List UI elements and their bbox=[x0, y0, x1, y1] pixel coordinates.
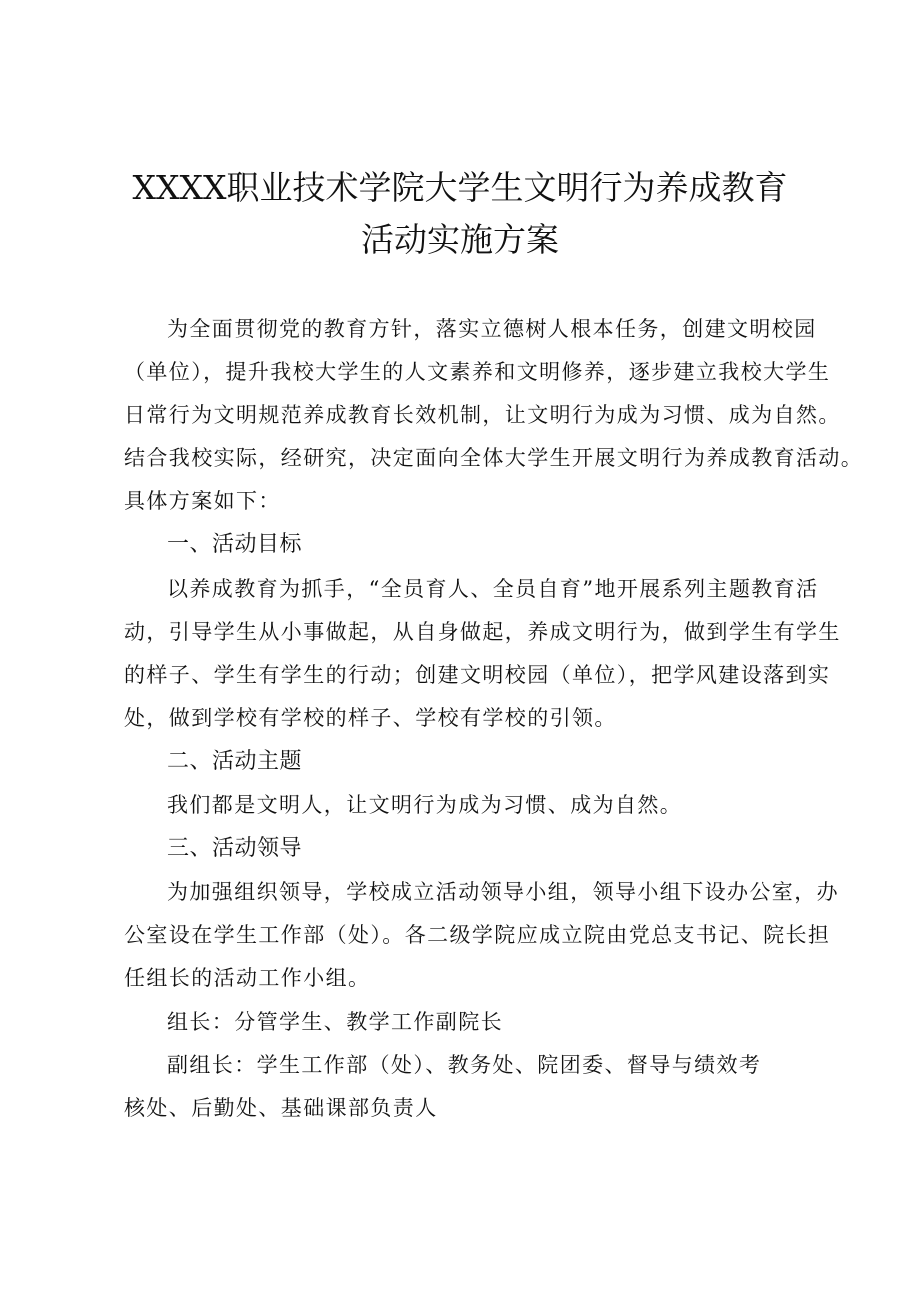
section-3-line-3: 任组长的活动工作小组。 bbox=[124, 966, 371, 990]
section-3-deputy-line-1: 副组长：学生工作部（处）、教务处、院团委、督导与绩效考 bbox=[167, 1053, 762, 1077]
section-1-line-2: 动，引导学生从小事做起，从自身做起，养成文明行为，做到学生有学生 bbox=[124, 620, 841, 644]
section-2-heading: 二、活动主题 bbox=[167, 749, 303, 774]
intro-paragraph-line-2: （单位），提升我校大学生的人文素养和文明修养，逐步建立我校大学生 bbox=[124, 360, 831, 384]
section-1-line-3: 的样子、学生有学生的行动；创建文明校园（单位），把学风建设落到实 bbox=[124, 663, 831, 687]
document-title-line-1: XXXX职业技术学院大学生文明行为养成教育 bbox=[132, 168, 788, 207]
section-2-line-1: 我们都是文明人，让文明行为成为习惯、成为自然。 bbox=[167, 793, 683, 817]
section-3-line-1: 为加强组织领导，学校成立活动领导小组，领导小组下设办公室，办 bbox=[167, 880, 839, 904]
document-title-line-2: 活动实施方案 bbox=[361, 220, 559, 259]
section-3-leader-line: 组长：分管学生、教学工作副院长 bbox=[167, 1010, 503, 1034]
section-1-line-4: 处，做到学校有学校的样子、学校有学校的引领。 bbox=[124, 706, 617, 730]
section-1-heading: 一、活动目标 bbox=[167, 532, 303, 557]
section-3-deputy-line-2: 核处、后勤处、基础课部负责人 bbox=[124, 1096, 438, 1120]
intro-paragraph-line-5: 具体方案如下： bbox=[124, 489, 281, 513]
section-1-line-1: 以养成教育为抓手，“全员育人、全员自育”地开展系列主题教育活 bbox=[167, 577, 819, 601]
section-3-line-2: 公室设在学生工作部（处）。各二级学院应成立院由党总支书记、院长担 bbox=[124, 923, 831, 947]
intro-paragraph-line-4: 结合我校实际，经研究，决定面向全体大学生开展文明行为养成教育活动。 bbox=[124, 446, 864, 470]
intro-paragraph-line-1: 为全面贯彻党的教育方针，落实立德树人根本任务，创建文明校园 bbox=[167, 317, 817, 341]
section-3-heading: 三、活动领导 bbox=[167, 836, 303, 861]
intro-paragraph-line-3: 日常行为文明规范养成教育长效机制，让文明行为成为习惯、成为自然。 bbox=[124, 403, 841, 427]
